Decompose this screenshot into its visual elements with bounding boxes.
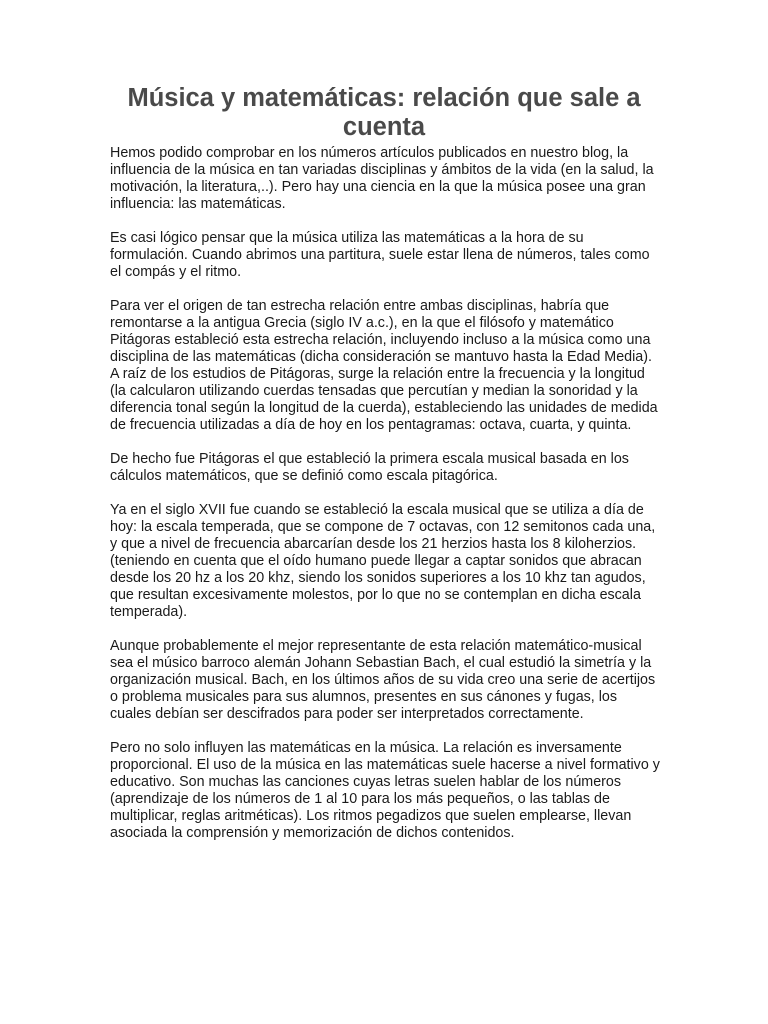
- paragraph-bach: Aunque probablemente el mejor representante de esta relación matemático-musical sea el músico barroco alemán Johann Sebastian Bach, el cual estudió la simetría y la organización musical. Bach, en los últimos años de su vida creo una serie de acertijos o problema musicales para sus alumnos, presentes en sus cánones y fugas, los cuales debían ser descifrados para poder ser interpretados correctamente.: [110, 638, 656, 722]
- paragraph-intro: Hemos podido comprobar en los números artículos publicados en nuestro blog, la influencia de la música en tan variadas disciplinas y ámbitos de la vida (en la salud, la motivación, la literatura,..). Pero hay una ciencia en la que la música posee una gran influencia: las matemáticas.: [110, 145, 654, 212]
- paragraph-tempered-scale: Ya en el siglo XVII fue cuando se estableció la escala musical que se utiliza a día de hoy: la escala temperada, que se compone de 7 octavas, con 12 semitonos cada una, y que a nivel de frecuencia abarcarían desde los 21 herzios hasta los 8 kiloherzios. (teniendo en cuenta que el oído humano puede llegar a captar sonidos que abracan desde los 20 hz a los 20 khz, siendo los sonidos superiores a los 10 khz tan agudos, que resultan excesivamente molestos, por lo que no se contemplan en dicha escala temperada).: [110, 502, 656, 620]
- paragraph-pythagoras-origin: Para ver el origen de tan estrecha relación entre ambas disciplinas, habría que remontarse a la antigua Grecia (siglo IV a.c.), en la que el filósofo y matemático Pitágoras estableció esta estrecha relación, incluyendo incluso a la música como una disciplina de las matemáticas (dicha consideración se mantuvo hasta la Edad Media). A raíz de los estudios de Pitágoras, surge la relación entre la frecuencia y la longitud (la calcularon utilizando cuerdas tensadas que percutían y median la sonoridad y la diferencia tonal según la longitud de la cuerda), estableciendo las unidades de medida de frecuencia utilizadas a día de hoy en los pentagramas: octava, cuarta, y quinta.: [110, 298, 658, 433]
- paragraph-pythagorean-scale: De hecho fue Pitágoras el que estableció la primera escala musical basada en los cálculos matemáticos, que se definió como escala pitagórica.: [110, 451, 629, 484]
- document-title: Música y matemáticas: relación que sale a cuenta: [127, 84, 641, 141]
- document-body: [110, 145, 662, 859]
- paragraph-music-in-math: Pero no solo influyen las matemáticas en la música. La relación es inversamente proporcional. El uso de la música en las matemáticas suele hacerse a nivel formativo y educativo. Son muchas las canciones cuyas letras suelen hablar de los números (aprendizaje de los números de 1 al 10 para los más pequeños, o las tablas de multiplicar, reglas aritméticas). Los ritmos pegadizos que suelen emplearse, llevan asociada la comprensión y memorización de dichos contenidos.: [110, 740, 660, 841]
- paragraph-formulation: Es casi lógico pensar que la música utiliza las matemáticas a la hora de su formulación. Cuando abrimos una partitura, suele estar llena de números, tales como el compás y el ritmo.: [110, 230, 650, 280]
